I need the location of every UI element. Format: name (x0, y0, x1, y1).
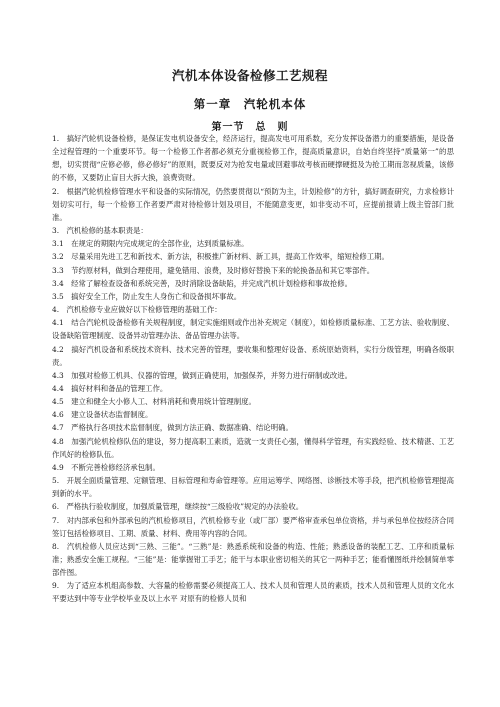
paragraph-5: 5. 开展全面质量管理、定额管理、目标管理和寿命管理等。应用运筹学、网络图、诊断技术等手段，把汽机检修管理提高到新的水平。 (52, 476, 454, 499)
section-title: 第一节 总 则 (211, 122, 289, 133)
paragraph-1: 1. 搞好汽轮机设备检修，是保证发电机设备安全，经济运行，提高发电可用系数，充分发挥设备潜力的重要措施，是设备全过程管理的一个重要环节。每一个检修工作者都必须充分重视检修工作，提高质量意识，自始自终坚持“质量第一”的思想，切实贯彻“应修必修，修必修好”的原则，既要反对为抢发电量或回避事故考核而硬撑硬挺及为抢工期而忽视质量，该修的不修，又要防止盲目大拆大换，浪费资财。 (52, 134, 454, 183)
paragraph-3-3: 3.3 节约原材料，做到合理使用，避免错用、浪费，及时修好替换下来的轮换备品和其它零部件。 (52, 265, 375, 275)
document-body (52, 132, 454, 606)
paragraph-8: 8. 汽机检修人员应达到“三熟、三能”。“三熟”是：熟悉系统和设备的构造、性能；熟悉设备的装配工艺、工序和质量标准；熟悉安全施工规程。“三能”是：能掌握钳工手艺；能干与本职业密切相关的其它一两种手艺；能看懂图纸并绘制简单零部件图。 (52, 541, 454, 578)
paragraph-4-8: 4.8 加强汽轮机检修队伍的建设，努力提高职工素质，造就一支责任心强，懂得科学管理，有实践经验、技术精湛、工艺作风好的检修队伍。 (52, 436, 454, 459)
paragraph-7: 7. 对内部承包和外部承包的汽机检修项目，汽机检修专业（或厂部）要严格审查承包单位资格，并与承包单位按经济合同签订包括检修项目、工期、质量、材料、费用等内容的合同。 (52, 515, 454, 538)
document-title: 汽机本体设备检修工艺规程 (171, 68, 328, 83)
paragraph-3-4: 3.4 经常了解检查设备和系统完善，及时消除设备缺陷，并完成汽机计划检修和事故抢修。 (52, 278, 352, 288)
paragraph-4-3: 4.3 加强对检修工机具、仪器的管理，做到正确使用，加强保养，并努力进行研制或改进。 (52, 370, 352, 380)
paragraph-2: 2. 根据汽轮机检修管理水平和设备的实际情况，仍然要贯彻以“预防为主，计划检修”的方针，搞好调查研究，力求检修计划切实可行，每一个检修工作者要严肃对待检修计划及项目，不能随意变更，如非变动不可，应提前报请上级主管部门批准。 (52, 186, 454, 222)
paragraph-4-5: 4.5 建立和健全大小修人工、材料消耗和费用统计管理制度。 (52, 397, 256, 407)
paragraph-4-6: 4.6 建立设备状态监督制度。 (52, 410, 153, 420)
paragraph-3: 3. 汽机检修的基本职责是： (52, 226, 148, 236)
paragraph-6: 6. 严格执行验收制度，加强质量管理，继续按“三级验收”规定的办法验收。 (52, 502, 304, 512)
paragraph-3-1: 3.1 在规定的期限内完成规定的全部作业，达到质量标准。 (52, 239, 249, 249)
paragraph-4-1: 4.1 结合汽轮机设备检修有关规程制度，制定实施细则或作出补充规定（制度），如检修质量标准、工艺方法、验收制度、设备缺陷管理制度、设备异动管理办法、备品管理办法等。 (52, 318, 454, 341)
paragraph-3-2: 3.2 尽量采用先进工艺和新技术、新方法，积极推广新材料、新工具，提高工作效率，缩短检修工期。 (52, 252, 389, 262)
paragraph-4-4: 4.4 搞好材料和备品的管理工作。 (52, 383, 168, 393)
paragraph-9: 9. 为了适应本机组高参数、大容量的检修需要必须提高工人、技术人员和管理人员的素质，技术人员和管理人员的文化水平要达到中等专业学校毕业及以上水平 对原有的检修人员和 (52, 581, 454, 604)
chapter-title: 第一章 汽轮机本体 (193, 97, 307, 111)
paragraph-3-5: 3.5 搞好安全工作，防止发生人身伤亡和设备损坏事故。 (52, 291, 242, 301)
paragraph-4-9: 4.9 不断完善检修经济承包制。 (52, 462, 160, 472)
paragraph-4-2: 4.2 搞好汽机设备和系统技术资料、技术完善的管理，要收集和整理好设备、系统原始资料，实行分级管理，明确各级职责。 (52, 344, 454, 367)
paragraph-4-7: 4.7 严格执行各项技术监督制度，做到方法正确、数据准确、结论明确。 (52, 423, 293, 433)
paragraph-4: 4. 汽机检修专业应做好以下检修管理的基础工作： (52, 305, 222, 315)
